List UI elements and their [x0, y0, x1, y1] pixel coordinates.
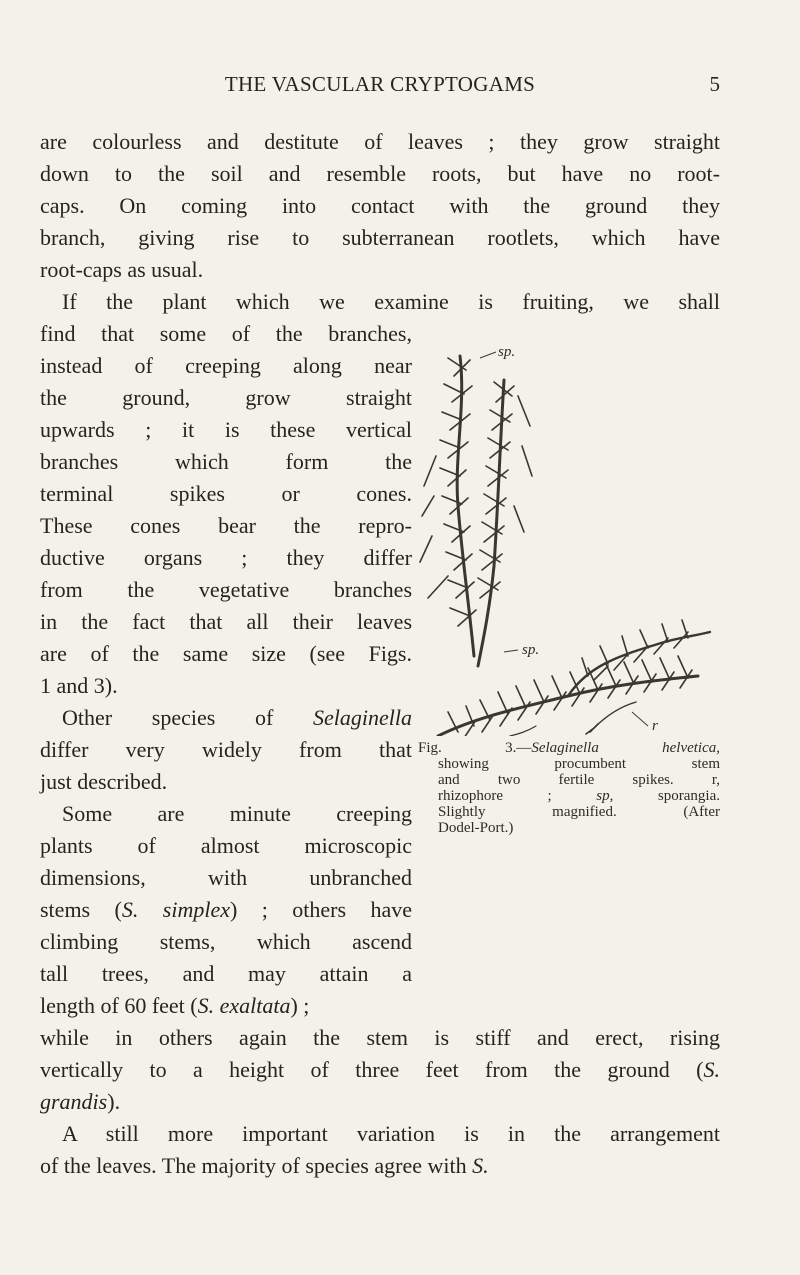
text-line: terminal spikes or cones.	[40, 481, 412, 506]
text-segment: vertically to a height of three feet from the ground (	[40, 1057, 704, 1082]
text-line: tall trees, and may attain a	[40, 961, 412, 986]
figure-caption	[418, 740, 720, 836]
text-line: If the plant which we examine is fruiting, we shall	[62, 289, 720, 314]
text-line: A still more important variation is in the arrangement	[62, 1121, 720, 1146]
text-line: find that some of the branches,	[40, 321, 412, 346]
text-line: branches which form the	[40, 449, 412, 474]
text-segment: ) ; others have	[230, 897, 412, 922]
species-name: S.	[703, 1057, 720, 1082]
species-name: S. simplex	[121, 897, 230, 922]
text-line	[40, 1086, 720, 1118]
text-line: down to the soil and resemble roots, but have no root-	[40, 161, 720, 186]
caption-line	[418, 788, 720, 804]
caption-species: Selaginella helvetica,	[531, 740, 721, 756]
text-line: root-caps as usual.	[40, 257, 204, 282]
caption-line: Slightly magnified. (After	[438, 804, 720, 820]
text-segment: Other species of	[62, 705, 314, 730]
text-line	[40, 990, 412, 1022]
text-line	[40, 702, 412, 734]
page-number: 5	[709, 72, 720, 96]
fig-label: Fig. 3.—	[418, 740, 532, 756]
species-name: grandis	[40, 1089, 108, 1114]
text-line	[40, 1054, 720, 1086]
running-title: THE VASCULAR CRYPTOGAMS	[224, 72, 536, 96]
text-line: branch, giving rise to subterranean rootlets, which have	[40, 225, 720, 250]
text-line: just described.	[40, 769, 168, 794]
running-header	[40, 72, 720, 106]
text-line: 1 and 3).	[40, 673, 118, 698]
species-name: S. exaltata	[197, 993, 291, 1018]
text-line: from the vegetative branches	[40, 577, 412, 602]
text-segment: stems (	[40, 897, 122, 922]
text-segment: ) ;	[290, 993, 310, 1018]
caption-text: sporangia.	[613, 788, 720, 804]
species-name: Selaginella	[313, 705, 412, 730]
text-segment: of the leaves. The majority of species agree with	[40, 1153, 473, 1178]
caption-line: Dodel-Port.)	[438, 820, 514, 836]
selaginella-drawing	[418, 336, 720, 736]
text-line: plants of almost microscopic	[40, 833, 412, 858]
r-label: r	[652, 718, 658, 734]
text-line: caps. On coming into contact with the ground they	[40, 193, 720, 218]
text-line: ductive organs ; they differ	[40, 545, 412, 570]
figure-illustration	[418, 336, 720, 736]
text-line: are of the same size (see Figs.	[40, 641, 412, 666]
text-line	[40, 894, 412, 926]
text-line: dimensions, with unbranched	[40, 865, 412, 890]
sp-label: sp.	[498, 344, 516, 360]
caption-line: and two fertile spikes. r,	[438, 772, 720, 788]
text-line: differ very widely from that	[40, 737, 412, 762]
caption-line	[418, 740, 720, 756]
species-name: S.	[472, 1153, 489, 1178]
caption-line: showing procumbent stem	[438, 756, 720, 772]
text-line: upwards ; it is these vertical	[40, 417, 412, 442]
text-line: These cones bear the repro-	[40, 513, 412, 538]
text-line: instead of creeping along near	[40, 353, 412, 378]
sp-label: sp.	[522, 642, 540, 658]
text-line: the ground, grow straight	[40, 385, 412, 410]
caption-abbrev: sp,	[596, 788, 614, 804]
text-line: Some are minute creeping	[62, 801, 412, 826]
text-segment: ).	[107, 1089, 121, 1114]
text-line	[40, 1150, 720, 1182]
text-line: climbing stems, which ascend	[40, 929, 412, 954]
text-segment: length of 60 feet (	[40, 993, 198, 1018]
text-line: while in others again the stem is stiff and erect, rising	[40, 1025, 720, 1050]
text-line: are colourless and destitute of leaves ; they grow straight	[40, 129, 720, 154]
text-line: in the fact that all their leaves	[40, 609, 412, 634]
caption-text: rhizophore ;	[438, 788, 597, 804]
